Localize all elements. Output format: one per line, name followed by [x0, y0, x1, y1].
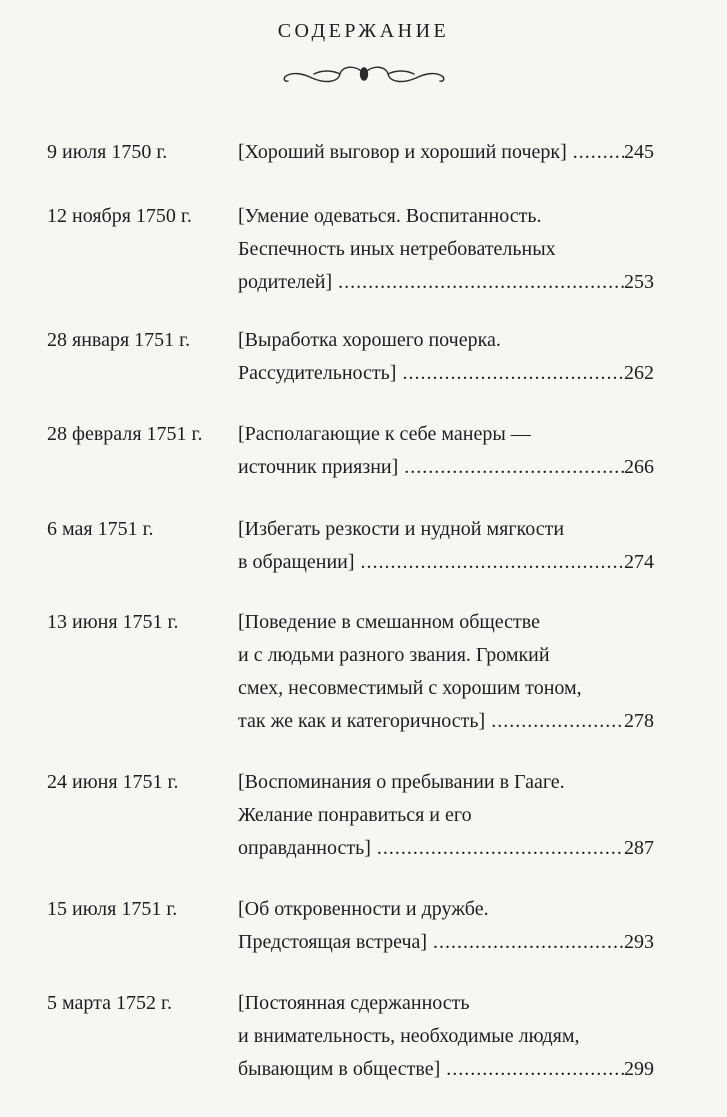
toc-entry-line: [Об откровенности и дружбе.	[238, 898, 489, 920]
toc-entry-line: смех, несовместимый с хорошим тоном,	[238, 677, 582, 699]
toc-entry-line: Беспечность иных нетребовательных	[238, 238, 556, 260]
toc-entry-page-number: 293	[624, 931, 654, 953]
toc-entry-last-line	[238, 1053, 654, 1086]
toc-entry-last-line	[238, 832, 654, 865]
dot-leader	[338, 266, 624, 299]
dot-leader	[377, 832, 624, 865]
toc-entry-last-line	[238, 705, 654, 738]
dot-leader	[491, 705, 624, 738]
toc-entry-page-number: 253	[624, 271, 654, 293]
toc-entry-date: 12 ноября 1750 г.	[47, 205, 192, 227]
toc-entry-line: бывающим в обществе]	[238, 1058, 441, 1080]
toc-entry-last-line	[238, 451, 654, 484]
toc-entry-last-line	[238, 136, 654, 169]
toc-entry-description	[238, 893, 654, 959]
toc-entry-line: оправданность]	[238, 837, 371, 859]
toc-entry-line: [Поведение в смешанном обществе	[238, 611, 540, 633]
toc-entry-last-line	[238, 357, 654, 390]
toc-entry-line: [Хороший выговор и хороший почерк]	[238, 141, 567, 163]
toc-entry-line: источник приязни]	[238, 456, 399, 478]
page-title: СОДЕРЖАНИЕ	[277, 20, 450, 42]
toc-entry-line: в обращении]	[238, 551, 355, 573]
toc-entry-date: 28 февраля 1751 г.	[47, 423, 203, 445]
toc-entry-date: 13 июня 1751 г.	[47, 611, 179, 633]
toc-entry-line: [Умение одеваться. Воспитанность.	[238, 205, 542, 227]
toc-entry-line: и внимательность, необходимые людям,	[238, 1025, 580, 1047]
toc-entry-line: и с людьми разного звания. Громкий	[238, 644, 550, 666]
toc-entry-description	[238, 136, 654, 169]
toc-entry-description	[238, 324, 654, 390]
toc-entry-line: [Избегать резкости и нудной мягкости	[238, 518, 565, 540]
toc-entry-date: 5 марта 1752 г.	[47, 992, 172, 1014]
toc-entry-description	[238, 987, 654, 1086]
dot-leader	[446, 1053, 624, 1086]
toc-entry-page-number: 266	[624, 456, 654, 478]
toc-entry-description	[238, 606, 654, 738]
dot-leader	[404, 451, 624, 484]
dot-leader	[573, 136, 624, 169]
toc-entry-description	[238, 766, 654, 865]
toc-entry-page-number: 287	[624, 837, 654, 859]
toc-entry-line: Рассудительность]	[238, 362, 397, 384]
toc-entry-date: 9 июля 1750 г.	[47, 141, 168, 163]
dot-leader	[402, 357, 624, 390]
ornament-flourish-icon	[282, 60, 446, 88]
dot-leader	[361, 546, 624, 579]
toc-entry-page-number: 299	[624, 1058, 654, 1080]
toc-entry-page-number: 245	[624, 141, 654, 163]
toc-entry-date: 28 января 1751 г.	[47, 329, 191, 351]
toc-entry-line: так же как и категоричность]	[238, 710, 486, 732]
dot-leader	[433, 926, 624, 959]
toc-entry-description	[238, 513, 654, 579]
toc-entry-line: Предстоящая встреча]	[238, 931, 428, 953]
toc-entry-line: [Воспоминания о пребывании в Гааге.	[238, 771, 565, 793]
toc-entry-last-line	[238, 546, 654, 579]
toc-entry-last-line	[238, 926, 654, 959]
toc-entry-description	[238, 418, 654, 484]
toc-entry-page-number: 262	[624, 362, 654, 384]
toc-entry-date: 24 июня 1751 г.	[47, 771, 179, 793]
toc-entry-line: [Постоянная сдержанность	[238, 992, 470, 1014]
toc-entry-page-number: 274	[624, 551, 654, 573]
toc-entry-page-number: 278	[624, 710, 654, 732]
toc-entry-last-line	[238, 266, 654, 299]
toc-entry-line: родителей]	[238, 271, 333, 293]
toc-entry-line: [Выработка хорошего почерка.	[238, 329, 501, 351]
toc-entry-date: 15 июля 1751 г.	[47, 898, 178, 920]
toc-entry-date: 6 мая 1751 г.	[47, 518, 154, 540]
toc-entry-line: [Располагающие к себе манеры —	[238, 423, 531, 445]
toc-entry-line: Желание понравиться и его	[238, 804, 472, 826]
toc-entry-description	[238, 200, 654, 299]
